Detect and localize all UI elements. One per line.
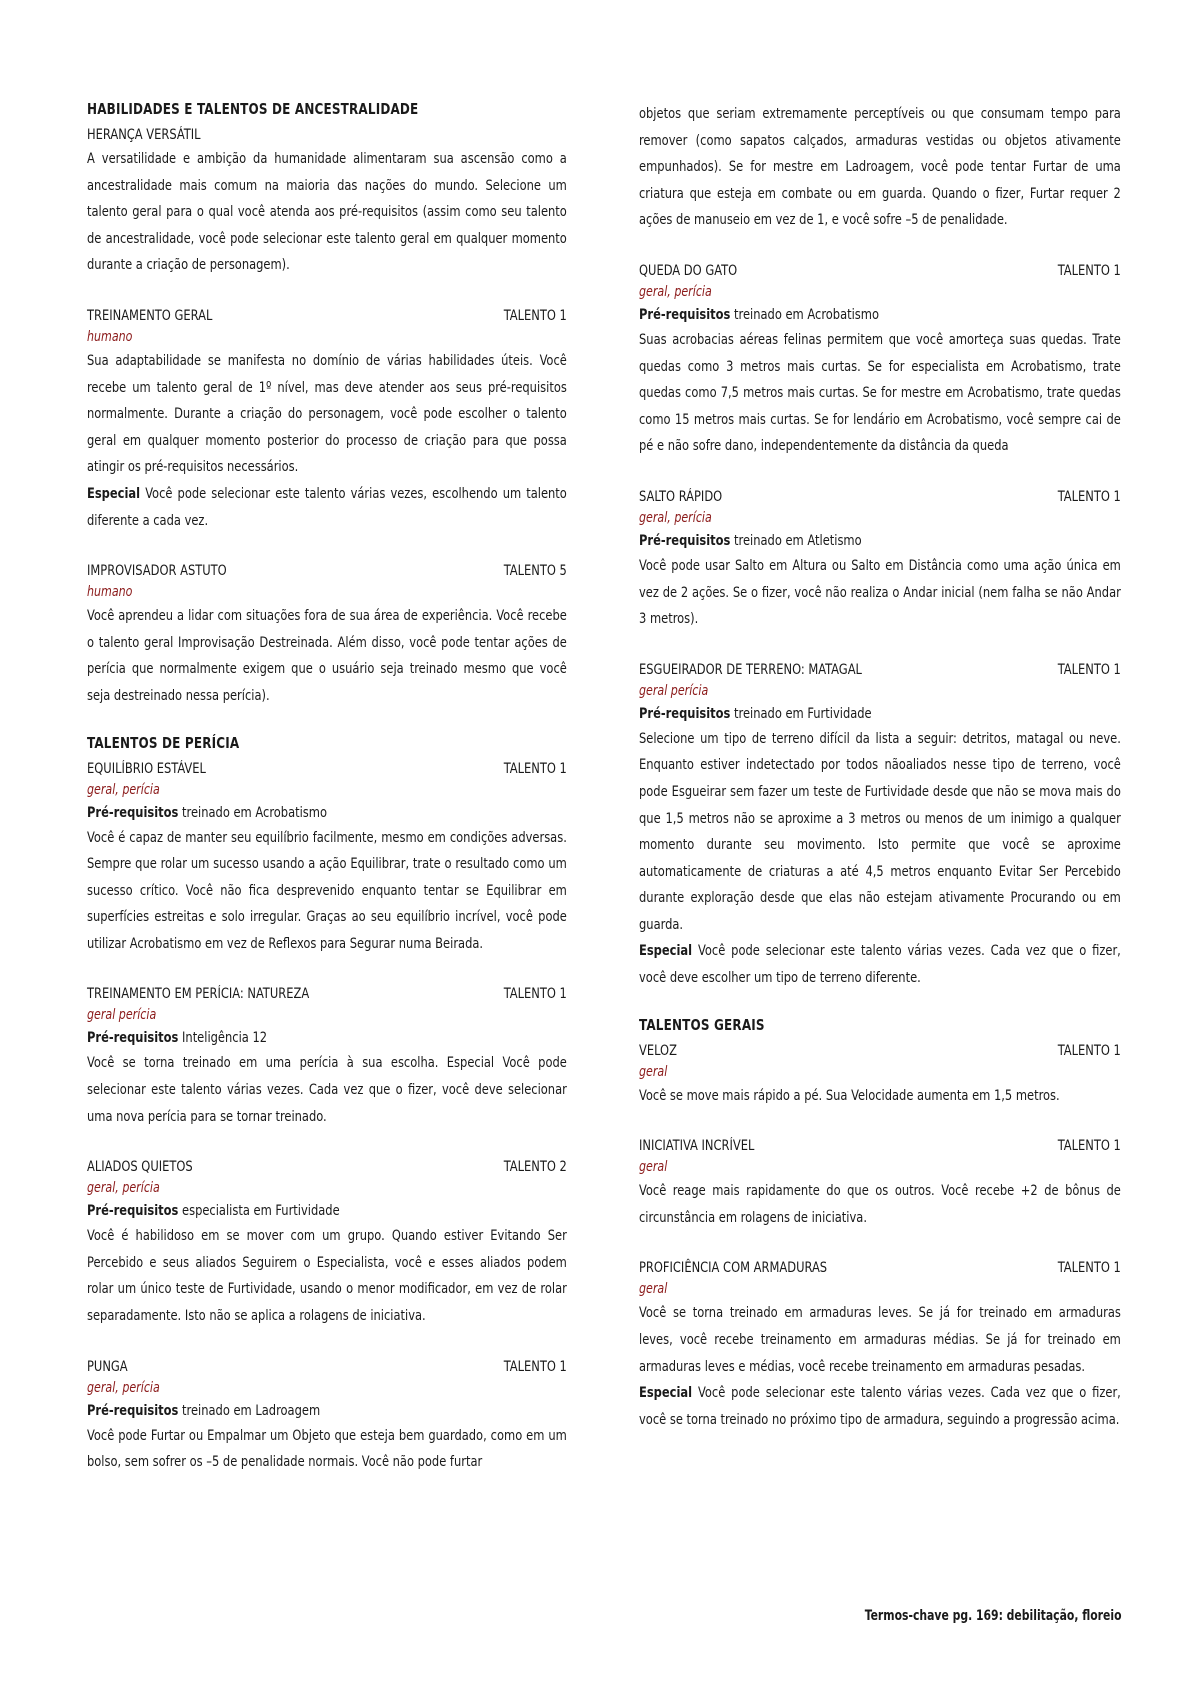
feat-traits: humano bbox=[87, 328, 133, 345]
feat-name: SALTO RÁPIDO bbox=[639, 488, 723, 505]
feat-level: TALENTO 2 bbox=[503, 1159, 567, 1176]
feat-special bbox=[639, 938, 1121, 991]
right-column bbox=[639, 101, 1121, 1459]
prereq-label: Pré-requisitos bbox=[639, 705, 731, 722]
feat-name: TREINAMENTO GERAL bbox=[87, 307, 213, 324]
feat-text: Você se move mais rápido a pé. Sua Velocidade aumenta em 1,5 metros. bbox=[639, 1087, 1060, 1104]
feat-cat-fall bbox=[639, 260, 1121, 460]
feat-quiet-allies bbox=[87, 1156, 567, 1329]
prereq-label: Pré-requisitos bbox=[87, 1030, 179, 1047]
feat-name: PROFICIÊNCIA COM ARMADURAS bbox=[639, 1260, 828, 1277]
prereq-text: treinado em Acrobatismo bbox=[730, 306, 879, 323]
feat-level: TALENTO 1 bbox=[1057, 1138, 1121, 1155]
prereq-text: treinado em Atletismo bbox=[730, 532, 862, 549]
feat-quick-jump bbox=[639, 486, 1121, 633]
feat-name: QUEDA DO GATO bbox=[639, 262, 738, 279]
prereq-text: treinado em Acrobatismo bbox=[178, 804, 327, 821]
heritage-name: HERANÇA VERSÁTIL bbox=[87, 127, 201, 143]
feat-prereq bbox=[87, 1399, 509, 1423]
general-section-title: TALENTOS GERAIS bbox=[639, 1015, 765, 1034]
feat-general-training bbox=[87, 305, 567, 534]
feat-prereq bbox=[87, 1026, 509, 1050]
left-column bbox=[87, 98, 567, 1502]
feat-special bbox=[87, 481, 567, 534]
feat-traits: geral bbox=[639, 1159, 668, 1176]
prereq-text: especialista em Furtividade bbox=[178, 1203, 340, 1220]
feat-text: Você é habilidoso em se mover com um grupo. Quando estiver Evitando Ser Percebido e seus aliados Seguirem o Especialista, você e esses aliados podem rolar um único teste de Furtividade, usando o menor modificador, em vez de rolar separadamente. Isto não se aplica a rolagens de iniciativa. bbox=[87, 1228, 567, 1325]
special-text: Você pode selecionar este talento várias vezes. Cada vez que o fizer, você deve escolher um tipo de terreno diferente. bbox=[639, 943, 1121, 987]
feat-skill-training bbox=[87, 983, 567, 1130]
skill-section-title: TALENTOS DE PERÍCIA bbox=[87, 733, 240, 752]
feat-name: INICIATIVA INCRÍVEL bbox=[639, 1138, 755, 1155]
feat-traits: geral, perícia bbox=[87, 1379, 160, 1396]
prereq-text: Inteligência 12 bbox=[178, 1030, 268, 1047]
feat-level: TALENTO 1 bbox=[1057, 262, 1121, 279]
prereq-text: treinado em Furtividade bbox=[730, 705, 872, 722]
feat-text: Sua adaptabilidade se manifesta no domínio de várias habilidades úteis. Você recebe um talento geral de 1º nível, mas deve atender aos seus pré-requisitos normalmente. Durante a criação do personagem, você pode escolher o talento geral em qualquer momento posterior do processo de criação para que possa atingir os pré-requisitos necessários. bbox=[87, 352, 567, 476]
feat-prereq bbox=[639, 702, 1063, 726]
feat-traits: geral, perícia bbox=[87, 1180, 160, 1197]
feat-traits: geral, perícia bbox=[639, 509, 712, 526]
feat-incredible-initiative bbox=[639, 1135, 1121, 1231]
feat-name: TREINAMENTO EM PERÍCIA: NATUREZA bbox=[87, 986, 310, 1003]
feat-fleet bbox=[639, 1040, 1121, 1110]
feat-text: Você pode Furtar ou Empalmar um Objeto que esteja bem guardado, como em um bolso, sem sofrer os –5 de penalidade normais. Você não pode furtar bbox=[87, 1427, 567, 1471]
special-text: Você pode selecionar este talento várias vezes, escolhendo um talento diferente a cada vez. bbox=[87, 485, 567, 529]
special-text: Você pode selecionar este talento várias vezes. Cada vez que o fizer, você se torna treinado no próximo tipo de armadura, seguindo a progressão acima. bbox=[639, 1385, 1121, 1428]
feat-name: VELOZ bbox=[639, 1042, 677, 1059]
feat-name: EQUILÍBRIO ESTÁVEL bbox=[87, 760, 206, 777]
feat-traits: geral bbox=[639, 1281, 668, 1298]
footer-key-terms: Termos-chave pg. 169: debilitação, floreio bbox=[865, 1608, 1122, 1624]
feat-prereq bbox=[87, 1199, 509, 1223]
heritage-text: A versatilidade e ambição da humanidade alimentaram sua ascensão como a ancestralidade mais comum na maioria das nações do mundo. Selecione um talento geral para o qual você atenda aos pré-requisitos (assim como seu talento de ancestralidade, você pode selecionar este talento geral em qualquer momento durante a criação de personagem). bbox=[87, 151, 567, 274]
feat-special bbox=[639, 1380, 1121, 1433]
special-label: Especial bbox=[87, 485, 141, 502]
feat-name: IMPROVISADOR ASTUTO bbox=[87, 563, 227, 580]
prereq-label: Pré-requisitos bbox=[87, 804, 179, 821]
feat-level: TALENTO 1 bbox=[1057, 1042, 1121, 1059]
feat-traits: geral, perícia bbox=[87, 781, 160, 798]
feat-level: TALENTO 1 bbox=[503, 1358, 567, 1375]
pickpocket-continued-text: objetos que seriam extremamente perceptíveis ou que consumam tempo para remover (como sapatos calçados, armaduras vestidas ou objetos ativamente empunhados). Se for mestre em Ladroagem, você pode tentar Furtar de uma criatura que esteja em combate ou em guarda. Quando o fizer, Furtar requer 2 ações de manuseio em vez de 1, e você sofre –5 de penalidade. bbox=[639, 106, 1121, 229]
feat-level: TALENTO 1 bbox=[503, 986, 567, 1003]
feat-prereq bbox=[87, 801, 509, 825]
feat-level: TALENTO 1 bbox=[1057, 488, 1121, 505]
feat-prereq bbox=[639, 529, 1063, 553]
feat-text: Você se torna treinado em armaduras leves. Se já for treinado em armaduras leves, você recebe treinamento em armaduras médias. Se já for treinado em armaduras leves e médias, você recebe treinamento em armaduras pesadas. bbox=[639, 1305, 1121, 1375]
feat-level: TALENTO 1 bbox=[503, 760, 567, 777]
feat-level: TALENTO 1 bbox=[1057, 661, 1121, 678]
feat-pickpocket bbox=[87, 1356, 567, 1476]
feat-name: ESGUEIRADOR DE TERRENO: MATAGAL bbox=[639, 661, 862, 678]
feat-level: TALENTO 5 bbox=[503, 563, 567, 580]
feat-terrain-stalker bbox=[639, 659, 1121, 992]
prereq-text: treinado em Ladroagem bbox=[178, 1402, 321, 1419]
prereq-label: Pré-requisitos bbox=[87, 1203, 179, 1220]
prereq-label: Pré-requisitos bbox=[639, 532, 731, 549]
feat-text: Suas acrobacias aéreas felinas permitem que você amorteça suas quedas. Trate quedas como 3 metros mais curtas. Se for especialista em Acrobatismo, trate quedas como 7,5 metros mais curtas. Se for mestre em Acrobatismo, trate quedas como 15 metros mais curtas. Se for lendário em Acrobatismo, você sempre cai de pé e não sofre dano, independentemente da distância da queda bbox=[639, 331, 1121, 455]
feat-prereq bbox=[639, 303, 1063, 327]
feat-text: Você se torna treinado em uma perícia à sua escolha. Especial Você pode selecionar este talento várias vezes. Cada vez que o fizer, você deve selecionar uma nova perícia para se tornar treinado. bbox=[87, 1055, 567, 1125]
feat-traits: geral, perícia bbox=[639, 283, 712, 300]
ancestry-section-title: HABILIDADES E TALENTOS DE ANCESTRALIDADE bbox=[87, 100, 419, 118]
feat-text: Você reage mais rapidamente do que os outros. Você recebe +2 de bônus de circunstância em rolagens de iniciativa. bbox=[639, 1183, 1121, 1226]
feat-level: TALENTO 1 bbox=[1057, 1260, 1121, 1277]
feat-level: TALENTO 1 bbox=[503, 307, 567, 324]
feat-traits: geral perícia bbox=[639, 682, 709, 699]
feat-name: ALIADOS QUIETOS bbox=[87, 1159, 193, 1176]
prereq-label: Pré-requisitos bbox=[87, 1402, 179, 1419]
feat-traits: humano bbox=[87, 584, 133, 601]
feat-text: Você é capaz de manter seu equilíbrio facilmente, mesmo em condições adversas. Sempre que rolar um sucesso usando a ação Equilibrar, trate o resultado como um sucesso crítico. Você não fica desprevenido enquanto tentar se Equilibrar em superfícies estreitas e solo irregular. Graças ao seu equilíbrio incrível, você pode utilizar Acrobatismo em vez de Reflexos para Segurar numa Beirada. bbox=[87, 829, 567, 952]
prereq-label: Pré-requisitos bbox=[639, 306, 731, 323]
feat-text: Você pode usar Salto em Altura ou Salto em Distância como uma ação única em vez de 2 ações. Se o fizer, você não realiza o Andar inicial (nem falha se não Andar 3 metros). bbox=[639, 557, 1121, 628]
feat-traits: geral perícia bbox=[87, 1007, 157, 1024]
special-label: Especial bbox=[639, 943, 693, 960]
feat-armor-proficiency bbox=[639, 1257, 1121, 1433]
feat-text: Você aprendeu a lidar com situações fora de sua área de experiência. Você recebe o talento geral Improvisação Destreinada. Além disso, você pode tentar ações de perícia que normalmente exigem que o usuário seja treinado mesmo que você seja destreinado nessa perícia). bbox=[87, 608, 567, 704]
feat-clever-improviser bbox=[87, 560, 567, 709]
special-label: Especial bbox=[639, 1385, 693, 1402]
feat-text: Selecione um tipo de terreno difícil da lista a seguir: detritos, matagal ou neve. Enquanto estiver indetectado por todos nãoaliados nesse tipo de terreno, você pode Esgueirar sem fazer um teste de Furtividade desde que não se mova mais do que 1,5 metros não se aproxime a 3 metros ou menos de um inimigo a qualquer momento durante seu movimento. Isto permite que você se aproxime automaticamente de criaturas a até 4,5 metros enquanto Evitar Ser Percebido durante exploração desde que elas não estejam ativamente Procurando ou em guarda. bbox=[639, 730, 1121, 933]
feat-name: PUNGA bbox=[87, 1358, 128, 1375]
feat-traits: geral bbox=[639, 1063, 668, 1080]
feat-steady-balance bbox=[87, 758, 567, 958]
